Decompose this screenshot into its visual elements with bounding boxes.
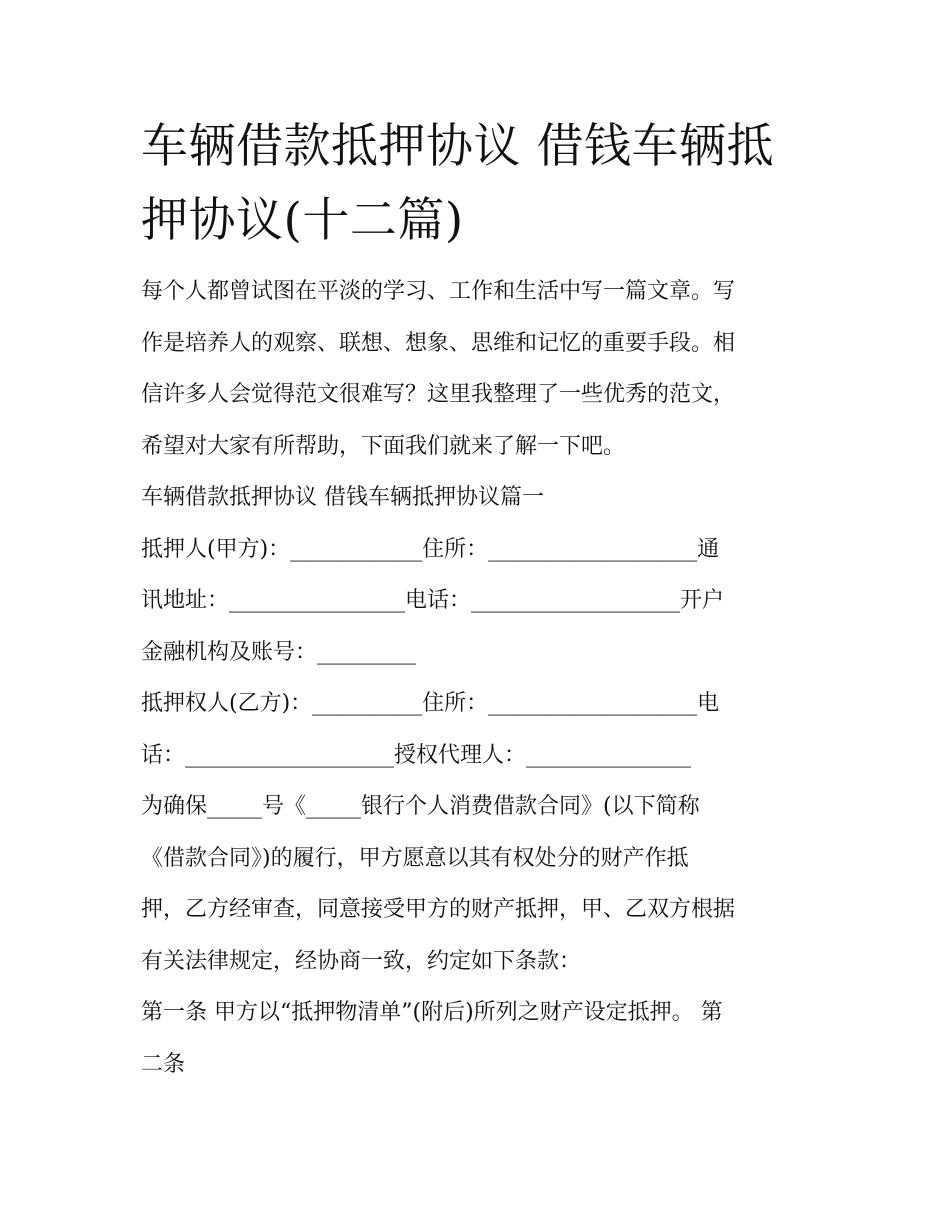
intro-line-3: 信许多人会觉得范文很难写？这里我整理了一些优秀的范文， [141, 382, 736, 407]
mortgagor-line-1: 抵押人(甲方)：____________住所：___________________通 [141, 536, 720, 562]
preamble-line-1: 为确保_____号《_____银行个人消费借款合同》(以下简称 [141, 794, 700, 819]
document-page [141, 110, 813, 1090]
article-line-2: 二条 [141, 1051, 186, 1077]
preamble-line-2: 《借款合同》)的履行，甲方愿意以其有权处分的财产作抵 [141, 845, 689, 871]
article-line-1: 第一条 甲方以“抵押物清单”(附后)所列之财产设定抵押。 第 [141, 1000, 723, 1025]
intro-line-2: 作是培养人的观察、联想、想象、思维和记忆的重要手段。相 [141, 330, 736, 356]
title-line-2: 押协议(十二篇) [141, 193, 464, 248]
document-body [141, 266, 813, 1090]
preamble-line-4: 有关法律规定，经协商一致，约定如下条款： [141, 948, 582, 974]
mortgagee-line-2: 话：___________________授权代理人：_______________ [141, 742, 692, 768]
intro-line-1: 每个人都曾试图在平淡的学习、工作和生活中写一篇文章。写 [141, 279, 736, 304]
section-heading: 车辆借款抵押协议 借钱车辆抵押协议篇一 [141, 485, 544, 510]
preamble-line-3: 押，乙方经审查，同意接受甲方的财产抵押，甲、乙双方根据 [141, 897, 736, 922]
document-title [141, 110, 813, 258]
mortgagee-line-1: 抵押权人(乙方)：__________住所：___________________电 [141, 691, 720, 716]
mortgagor-line-3: 金融机构及账号：_________ [141, 639, 417, 665]
title-line-1: 车辆借款抵押协议 借钱车辆抵 [141, 119, 774, 174]
intro-line-4: 希望对大家有所帮助，下面我们就来了解一下吧。 [141, 433, 626, 459]
mortgagor-line-2: 讯地址：________________电话：___________________开户 [141, 588, 725, 613]
